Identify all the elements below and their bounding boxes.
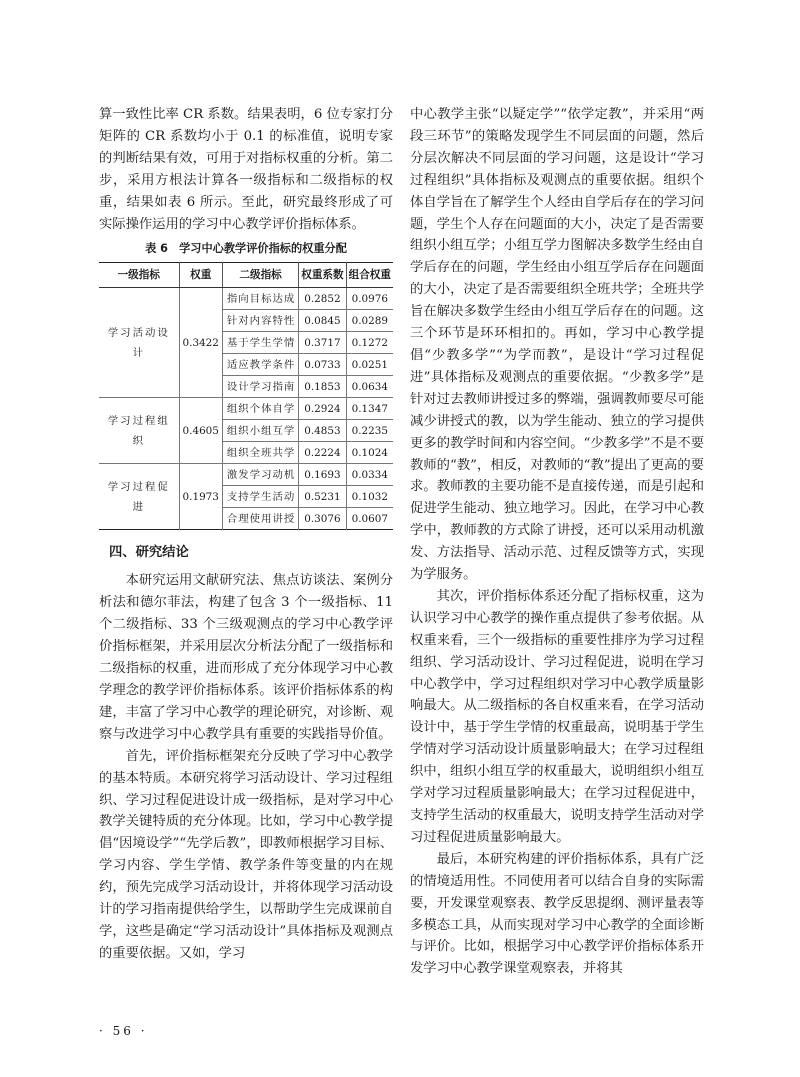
section-heading: 四、研究结论: [109, 545, 189, 561]
level2-indicator: 适应教学条件: [222, 354, 298, 376]
level2-indicator: 设计学习指南: [222, 376, 298, 398]
header-level1: 一级指标: [99, 263, 179, 288]
level2-indicator: 针对内容特性: [222, 310, 298, 332]
level2-indicator: 组织全班共学: [222, 442, 298, 464]
combined-weight: 0.0251: [346, 354, 393, 376]
combined-weight: 0.0634: [346, 376, 393, 398]
level1-weight: 0.1973: [179, 464, 222, 530]
table-caption: 表 6 学习中心教学评价指标的权重分配: [145, 242, 347, 256]
combined-weight: 0.1024: [346, 442, 393, 464]
second-point-paragraph: 其次，评价指标体系还分配了指标权重，这为认识学习中心教学的操作重点提供了参考依据。从权重来看，三个一级指标的重要性排序为学习过程组织、学习活动设计、学习过程促进，说明在学习中心教学中，学习过程组织对学习中心教学质量影响最大。从二级指标的各自权重来看，在学习活动设计中，基于学生学情的权重最高，说明基于学生学情对学习活动设计质量影响最大；在学习过程组织中，组织小组互学的权重最大，说明组织小组互学对学习过程质量影响最大；在学习过程促进中，支持学生活动的权重最大，说明支持学生活动对学习过程促进质量影响最大。: [410, 588, 704, 845]
weight-coef: 0.1693: [299, 464, 346, 486]
last-point-paragraph: 最后，本研究构建的评价指标体系，具有广泛的情境适用性。不同使用者可以结合自身的实际需要，开发课堂观察表、教学反思提纲、测评量表等多模态工具，从而实现对学习中心教学的全面诊断与评价。比如，根据学习中心教学评价指标体系开发学习中心教学课堂观察表，并将其: [410, 851, 704, 977]
left-column: [99, 104, 393, 965]
weight-coef: 0.2224: [299, 442, 346, 464]
header-coef: 权重系数: [299, 263, 346, 288]
combined-weight: 0.2235: [346, 420, 393, 442]
combined-weight: 0.1272: [346, 332, 393, 354]
header-combined: 组合权重: [346, 263, 393, 288]
intro-paragraph: 算一致性比率 CR 系数。结果表明，6 位专家打分矩阵的 CR 系数均小于 0.1 的标准值，说明专家的判断结果有效，可用于对指标权重的分析。第二步，采用方根法计算各一级指标和二级指标的权重，结果如表 6 所示。至此，研究最终形成了可实际操作运用的学习中心教学评价指标体系。: [99, 107, 393, 232]
level2-indicator: 组织个体自学: [222, 398, 298, 420]
first-point-paragraph: 首先，评价指标框架充分反映了学习中心教学的基本特质。本研究将学习活动设计、学习过程组织、学习过程促进设计成一级指标，是对学习中心教学关键特质的充分体现。比如，学习中心教学提倡“因境设学”“先学后教”，即教师根据学习目标、学习内容、学生学情、教学条件等变量的内在规约，预先完成学习活动设计，并将体现学习活动设计的学习指南提供给学生，以帮助学生完成课前自学，这些是确定“学习活动设计”具体指标及观测点的重要依据。又如，学习: [99, 748, 393, 961]
level1-indicator: 学习过程组织: [99, 398, 179, 464]
level2-indicator: 支持学生活动: [222, 486, 298, 508]
level1-weight: 0.3422: [179, 288, 222, 398]
right-column: [410, 104, 704, 980]
header-level2: 二级指标: [222, 263, 298, 288]
continued-paragraph: 中心教学主张“以疑定学”“依学定教”，并采用“两段三环节”的策略发现学生不同层面的问题，然后分层次解决不同层面的学习问题，这是设计“学习过程组织”具体指标及观测点的重要依据。组织个体自学旨在了解学生个人经由自学后存在的学习问题，学生个人存在问题面的大小，决定了是否需要组织小组互学；小组互学力图解决多数学生经由自学后存在的问题，学生经由小组互学后存在问题面的大小，决定了是否需要组织全班共学；全班共学旨在解决多数学生经由小组互学后存在的问题。这三个环节是环环相扣的。再如，学习中心教学提倡“少教多学”“为学而教”，是设计“学习过程促进”具体指标及观测点的重要依据。“少教多学”是针对过去教师讲授过多的弊端，强调教师要尽可能减少讲授式的教，以为学生能动、独立的学习提供更多的教学时间和内容空间。“少教多学”不是不要教师的“教”，相反，对教师的“教”提出了更高的要求。教师教的主要功能不是直接传递，而是引起和促进学生能动、独立地学习。因此，在学习中心教学中，教师教的方式除了讲授，还可以采用动机激发、方法指导、活动示范、过程反馈等方式，实现为学服务。: [410, 107, 704, 583]
table-row: [99, 464, 393, 486]
table-header-row: [99, 263, 393, 288]
level2-indicator: 合理使用讲授: [222, 508, 298, 530]
table-row: [99, 398, 393, 420]
weight-coef: 0.0733: [299, 354, 346, 376]
weight-coef: 0.4853: [299, 420, 346, 442]
level2-indicator: 组织小组互学: [222, 420, 298, 442]
weight-coef: 0.3717: [299, 332, 346, 354]
weight-coef: 0.0845: [299, 310, 346, 332]
combined-weight: 0.0607: [346, 508, 393, 530]
level2-indicator: 激发学习动机: [222, 464, 298, 486]
weight-coef: 0.1853: [299, 376, 346, 398]
level1-indicator: 学习活动设计: [99, 288, 179, 398]
weight-coef: 0.2852: [299, 288, 346, 310]
header-weight: 权重: [179, 263, 222, 288]
weight-coef: 0.5231: [299, 486, 346, 508]
table-row: [99, 288, 393, 310]
combined-weight: 0.1347: [346, 398, 393, 420]
combined-weight: 0.0334: [346, 464, 393, 486]
level2-indicator: 基于学生学情: [222, 332, 298, 354]
combined-weight: 0.1032: [346, 486, 393, 508]
combined-weight: 0.0289: [346, 310, 393, 332]
level1-indicator: 学习过程促进: [99, 464, 179, 530]
combined-weight: 0.0976: [346, 288, 393, 310]
conclusion-paragraph: 本研究运用文献研究法、焦点访谈法、案例分析法和德尔菲法，构建了包含 3 个一级指标、11 个二级指标、33 个三级观测点的学习中心教学评价指标框架，并采用层次分析法分配了一级指标和二级指标的权重，进而形成了充分体现学习中心教学理念的教学评价指标体系。该评价指标体系的构建，丰富了学习中心教学的理论研究，对诊断、观察与改进学习中心教学具有重要的实践指导价值。: [99, 573, 393, 742]
weight-coef: 0.2924: [299, 398, 346, 420]
level2-indicator: 指向目标达成: [222, 288, 298, 310]
weight-coef: 0.3076: [299, 508, 346, 530]
page-number: · 56 ·: [99, 1024, 148, 1038]
level1-weight: 0.4605: [179, 398, 222, 464]
weights-table: [99, 262, 393, 530]
